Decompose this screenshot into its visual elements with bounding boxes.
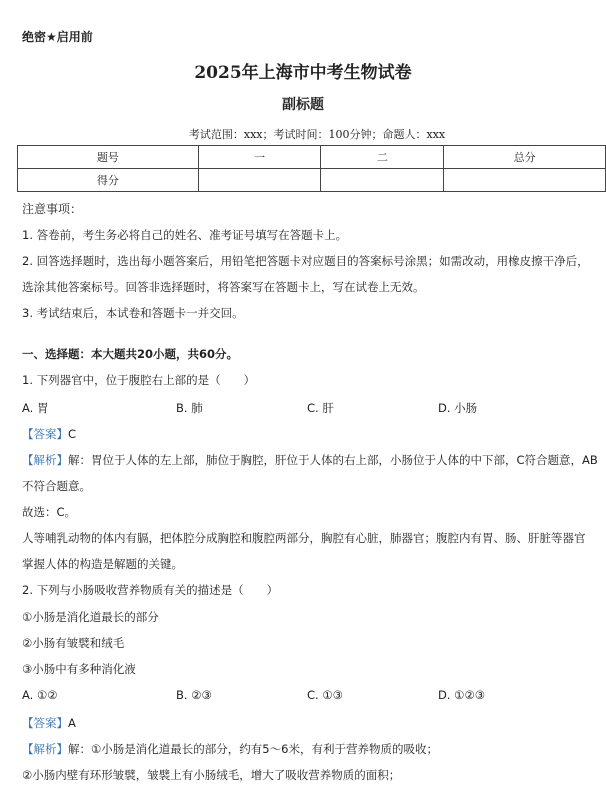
table-row — [18, 146, 606, 169]
table-cell — [321, 169, 444, 192]
notice-item: 2. 回答选择题时，选出每小题答案后，用铅笔把答题卡对应题目的答案标号涂黑；如需改动，用橡皮擦干净后， — [22, 254, 589, 268]
table-cell: 得分 — [18, 169, 199, 192]
answer-line — [22, 715, 76, 731]
analysis-tag: 【解析】 — [22, 453, 68, 467]
statement-item: ③小肠中有多种消化液 — [22, 662, 136, 676]
notice-heading: 注意事项： — [22, 202, 83, 216]
statement-item: ①小肠是消化道最长的部分 — [22, 610, 159, 624]
analysis-text: 掌握人体的构造是解题的关键。 — [22, 557, 183, 571]
answer-line — [22, 426, 76, 442]
exam-info: 考试范围：xxx；考试时间：100分钟；命题人：xxx — [188, 128, 446, 141]
option-c: C. ①③ — [307, 688, 343, 702]
table-cell — [444, 169, 606, 192]
section-heading: 一、选择题：本大题共20小题，共60分。 — [22, 347, 239, 361]
table-cell: 一 — [198, 146, 321, 169]
question-stem: 1. 下列器官中，位于腹腔右上部的是（ ） — [22, 373, 256, 387]
table-cell: 题号 — [18, 146, 199, 169]
analysis-line — [22, 452, 598, 468]
notice-item: 3. 考试结束后，本试卷和答题卡一并交回。 — [22, 306, 244, 320]
option-d: D. ①②③ — [438, 688, 486, 702]
analysis-text: 不符合题意。 — [22, 479, 91, 493]
score-table — [17, 145, 606, 192]
analysis-text: 解：胃位于人体的左上部，肺位于胸腔，肝位于人体的右上部，小肠位于人体的中下部，C符合题意，AB — [68, 453, 598, 467]
table-cell: 二 — [321, 146, 444, 169]
statement-item: ②小肠有皱襞和绒毛 — [22, 636, 125, 650]
secret-label: 绝密★启用前 — [22, 30, 93, 44]
analysis-tag: 【解析】 — [22, 742, 68, 756]
analysis-text: 人等哺乳动物的体内有膈，把体腔分成胸腔和腹腔两部分，胸腔有心脏，肺器官；腹腔内有胃、肠、肝脏等器官 — [22, 531, 586, 545]
notice-item: 1. 答卷前，考生务必将自己的姓名、准考证号填写在答题卡上。 — [22, 228, 348, 242]
option-d: D. 小肠 — [438, 401, 478, 415]
table-row — [18, 169, 606, 192]
table-cell — [198, 169, 321, 192]
notice-item: 选涂其他答案标号。回答非选择题时，将答案写在答题卡上，写在试卷上无效。 — [22, 280, 425, 294]
analysis-text: 解：①小肠是消化道最长的部分，约有5～6米，有利于营养物质的吸收； — [68, 742, 438, 756]
answer-tag: 【答案】 — [22, 716, 68, 730]
answer-value: A — [68, 716, 76, 730]
option-c: C. 肝 — [307, 401, 334, 415]
question-stem: 2. 下列与小肠吸收营养物质有关的描述是（ ） — [22, 583, 279, 597]
exam-title: 2025年上海市中考生物试卷 — [194, 63, 412, 83]
option-a: A. ①② — [22, 688, 58, 702]
analysis-line — [22, 741, 438, 757]
answer-value: C — [68, 427, 77, 441]
answer-tag: 【答案】 — [22, 427, 68, 441]
exam-subtitle: 副标题 — [282, 97, 324, 113]
analysis-text: 故选：C。 — [22, 505, 77, 519]
table-cell: 总分 — [444, 146, 606, 169]
option-a: A. 胃 — [22, 401, 49, 415]
option-b: B. 肺 — [176, 401, 203, 415]
analysis-text: ②小肠内壁有环形皱襞，皱襞上有小肠绒毛，增大了吸收营养物质的面积； — [22, 768, 401, 782]
option-b: B. ②③ — [176, 688, 212, 702]
